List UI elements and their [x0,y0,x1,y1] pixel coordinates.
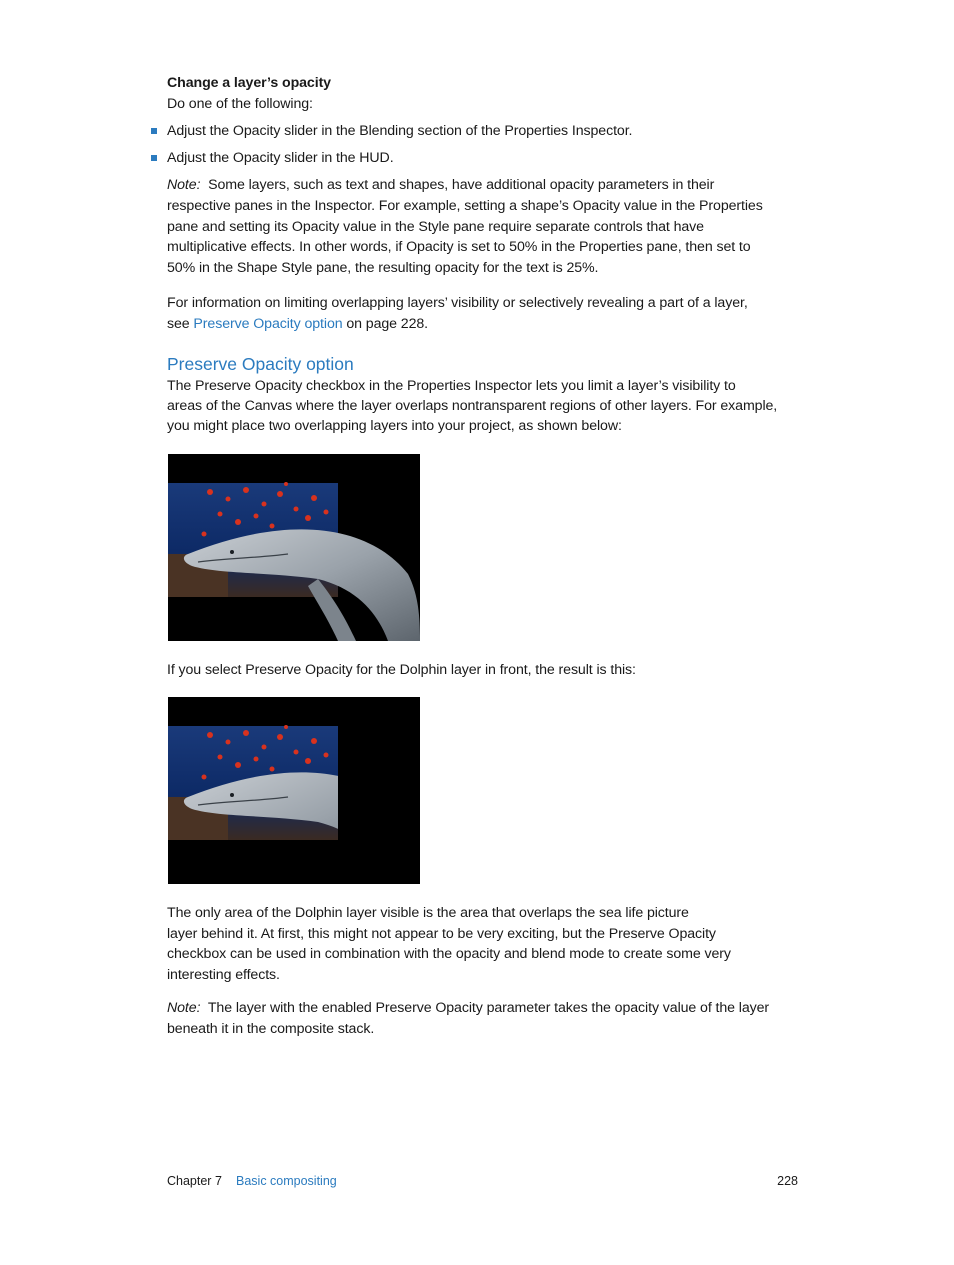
note-2-text: The layer with the enabled Preserve Opacity parameter takes the opacity value of the layer [207,1000,770,1016]
note-2-line-2: beneath it in the composite stack. [167,1021,375,1037]
note-2-line-1 [167,998,769,1019]
section-line-3: you might place two overlapping layers into your project, as shown below: [167,418,622,434]
preserve-opacity-link[interactable]: Preserve Opacity option [193,316,343,332]
bullet-item-1: Adjust the Opacity slider in the Blending section of the Properties Inspector. [167,123,633,139]
section-line-1: The Preserve Opacity checkbox in the Properties Inspector lets you limit a layer’s visibility to [167,378,736,394]
note-1-line-4: multiplicative effects. In other words, if Opacity is set to 50% in the Properties pane, then set to [167,239,751,255]
info-see: see [167,316,190,332]
footer-chapter-title-link[interactable]: Basic compositing [236,1174,337,1188]
result-line-3: checkbox can be used in combination with the opacity and blend mode to create some very [167,946,731,962]
section-line-2: areas of the Canvas where the layer overlaps nontransparent regions of other layers. For example, [167,398,778,414]
note-1-line-1 [167,175,714,196]
footer-chapter: Chapter 7 [167,1174,222,1188]
procedure-title: Change a layer’s opacity [167,75,331,91]
note-1-line-5: 50% in the Shape Style pane, the resulting opacity for the text is 25%. [167,260,599,276]
note-1-line-2: respective panes in the Inspector. For example, setting a shape’s Opacity value in the Properties [167,198,763,214]
note-1-text: Some layers, such as text and shapes, have additional opacity parameters in their [208,177,715,193]
preserve-opacity-result-image [168,697,420,884]
result-line-1: The only area of the Dolphin layer visible is the area that overlaps the sea life picture [167,905,689,921]
info-line-1: For information on limiting overlapping layers’ visibility or selectively revealing a part of a layer, [167,295,748,311]
bullet-icon [151,155,157,161]
figure-preserve-opacity-result [168,697,420,884]
info-suffix: on page 228. [346,316,429,332]
overlapping-layers-image [168,454,420,641]
figure-caption: If you select Preserve Opacity for the Dolphin layer in front, the result is this: [167,662,636,678]
note-1-line-3: pane and setting its Opacity value in the Style pane require separate controls that have [167,219,704,235]
note-label: Note: [167,1000,201,1016]
page-number: 228 [777,1174,798,1188]
bullet-icon [151,128,157,134]
section-heading: Preserve Opacity option [167,354,354,374]
result-line-4: interesting effects. [167,967,280,983]
note-label: Note: [167,177,201,193]
figure-overlapping-layers [168,454,420,641]
procedure-intro: Do one of the following: [167,96,313,112]
bullet-item-2: Adjust the Opacity slider in the HUD. [167,150,394,166]
result-line-2: layer behind it. At first, this might not appear to be very exciting, but the Preserve Opacity [167,926,716,942]
info-line-2 [167,314,428,335]
